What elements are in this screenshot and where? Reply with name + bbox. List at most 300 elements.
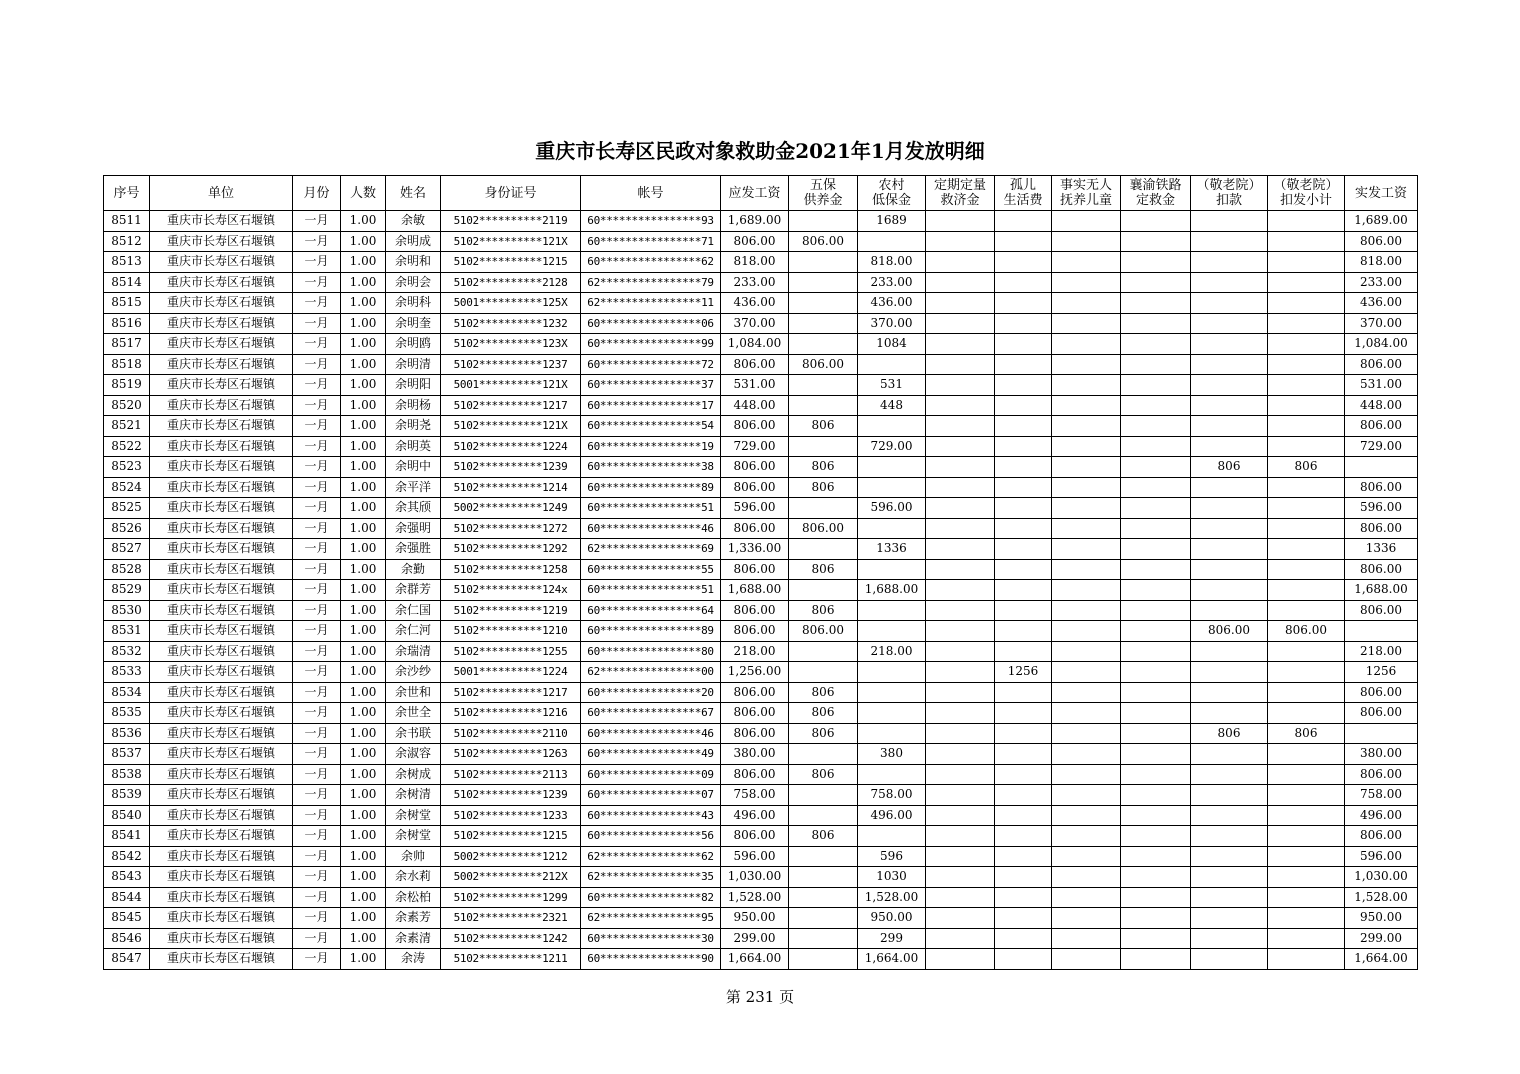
col-regular-relief-cell <box>926 211 995 232</box>
col-nursing-deduction-cell <box>1191 908 1268 929</box>
col-dibao-cell: 1,528.00 <box>858 887 926 908</box>
col-wubao-cell <box>789 375 858 396</box>
col-account-cell: 60****************54 <box>581 416 721 437</box>
col-dibao-cell: 233.00 <box>858 272 926 293</box>
col-dibao-cell <box>858 826 926 847</box>
col-wubao-cell <box>789 662 858 683</box>
col-month-cell: 一月 <box>293 518 341 539</box>
col-actual-pay-cell: 1,664.00 <box>1345 949 1418 970</box>
col-unsupported-child-cell <box>1052 334 1121 355</box>
col-payable-cell: 1,256.00 <box>721 662 789 683</box>
col-wubao-cell: 806.00 <box>789 231 858 252</box>
col-wubao-cell <box>789 805 858 826</box>
col-railway-relief-cell <box>1121 600 1191 621</box>
col-nursing-deduction-cell <box>1191 252 1268 273</box>
col-dibao-cell: 1689 <box>858 211 926 232</box>
col-nursing-deduction-cell <box>1191 477 1268 498</box>
col-orphan-cell <box>995 252 1052 273</box>
col-id-number-cell: 5102**********1233 <box>441 805 581 826</box>
table-row <box>104 334 1418 355</box>
col-nursing-deduction-cell: 806 <box>1191 723 1268 744</box>
col-serial-cell: 8527 <box>104 539 150 560</box>
col-count-cell: 1.00 <box>341 334 386 355</box>
col-serial-cell: 8544 <box>104 887 150 908</box>
col-month-cell: 一月 <box>293 416 341 437</box>
col-unsupported-child-cell <box>1052 354 1121 375</box>
col-account-cell: 62****************00 <box>581 662 721 683</box>
col-month-cell: 一月 <box>293 723 341 744</box>
col-actual-pay-cell: 531.00 <box>1345 375 1418 396</box>
col-unit-cell: 重庆市长寿区石堰镇 <box>150 272 293 293</box>
col-name-cell: 余世全 <box>386 703 441 724</box>
col-actual-pay-cell: 299.00 <box>1345 928 1418 949</box>
col-dibao-cell <box>858 457 926 478</box>
col-railway-relief-cell <box>1121 252 1191 273</box>
col-unsupported-child-cell <box>1052 211 1121 232</box>
col-nursing-subtotal-cell <box>1268 477 1345 498</box>
col-actual-pay-cell: 1,688.00 <box>1345 580 1418 601</box>
col-orphan-cell <box>995 375 1052 396</box>
col-regular-relief-cell <box>926 785 995 806</box>
col-regular-relief-cell <box>926 744 995 765</box>
col-id-number-cell: 5102**********1255 <box>441 641 581 662</box>
col-month-cell: 一月 <box>293 744 341 765</box>
col-account-cell: 60****************80 <box>581 641 721 662</box>
col-serial-cell: 8547 <box>104 949 150 970</box>
col-unit-cell: 重庆市长寿区石堰镇 <box>150 539 293 560</box>
col-account-cell: 60****************99 <box>581 334 721 355</box>
table-row <box>104 867 1418 888</box>
col-railway-relief-cell <box>1121 949 1191 970</box>
col-count-cell: 1.00 <box>341 826 386 847</box>
col-payable-cell: 806.00 <box>721 703 789 724</box>
col-id-number-cell: 5102**********1272 <box>441 518 581 539</box>
col-wubao-cell: 806.00 <box>789 354 858 375</box>
col-dibao-header: 农村 低保金 <box>858 176 926 211</box>
col-count-cell: 1.00 <box>341 600 386 621</box>
table-row <box>104 498 1418 519</box>
col-nursing-deduction-cell <box>1191 805 1268 826</box>
col-serial-cell: 8538 <box>104 764 150 785</box>
col-unsupported-child-cell <box>1052 313 1121 334</box>
table-row <box>104 518 1418 539</box>
col-actual-pay-cell: 1336 <box>1345 539 1418 560</box>
col-nursing-deduction-cell <box>1191 334 1268 355</box>
col-month-cell: 一月 <box>293 498 341 519</box>
col-railway-relief-header: 襄渝铁路 定救金 <box>1121 176 1191 211</box>
col-id-number-cell: 5102**********1258 <box>441 559 581 580</box>
col-nursing-subtotal-cell <box>1268 826 1345 847</box>
col-wubao-cell: 806 <box>789 477 858 498</box>
col-month-cell: 一月 <box>293 539 341 560</box>
table-row <box>104 477 1418 498</box>
col-railway-relief-cell <box>1121 846 1191 867</box>
col-payable-cell: 758.00 <box>721 785 789 806</box>
col-wubao-cell <box>789 928 858 949</box>
col-nursing-subtotal-cell: 806.00 <box>1268 621 1345 642</box>
col-unsupported-child-cell <box>1052 785 1121 806</box>
col-nursing-subtotal-cell <box>1268 600 1345 621</box>
col-railway-relief-cell <box>1121 498 1191 519</box>
col-actual-pay-cell: 1256 <box>1345 662 1418 683</box>
col-nursing-subtotal-cell <box>1268 641 1345 662</box>
col-payable-cell: 233.00 <box>721 272 789 293</box>
col-id-number-cell: 5102**********1239 <box>441 457 581 478</box>
col-count-cell: 1.00 <box>341 354 386 375</box>
table-row <box>104 662 1418 683</box>
col-wubao-cell: 806 <box>789 682 858 703</box>
col-railway-relief-cell <box>1121 867 1191 888</box>
col-orphan-cell <box>995 826 1052 847</box>
col-orphan-cell: 1256 <box>995 662 1052 683</box>
col-railway-relief-cell <box>1121 334 1191 355</box>
col-name-cell: 余世和 <box>386 682 441 703</box>
col-nursing-subtotal-cell <box>1268 764 1345 785</box>
col-unsupported-child-cell <box>1052 436 1121 457</box>
col-serial-cell: 8546 <box>104 928 150 949</box>
col-unsupported-child-cell <box>1052 272 1121 293</box>
col-wubao-cell: 806 <box>789 600 858 621</box>
col-orphan-header: 孤儿 生活费 <box>995 176 1052 211</box>
col-count-cell: 1.00 <box>341 723 386 744</box>
col-nursing-deduction-cell <box>1191 518 1268 539</box>
col-orphan-cell <box>995 313 1052 334</box>
col-count-cell: 1.00 <box>341 744 386 765</box>
col-unsupported-child-cell <box>1052 703 1121 724</box>
col-account-cell: 60****************51 <box>581 498 721 519</box>
col-orphan-cell <box>995 518 1052 539</box>
col-serial-cell: 8542 <box>104 846 150 867</box>
col-regular-relief-cell <box>926 887 995 908</box>
col-wubao-cell: 806 <box>789 764 858 785</box>
col-orphan-cell <box>995 600 1052 621</box>
col-unsupported-child-cell <box>1052 395 1121 416</box>
col-month-cell: 一月 <box>293 805 341 826</box>
page-title: 重庆市长寿区民政对象救助金2021年1月发放明细 <box>535 139 985 163</box>
col-railway-relief-cell <box>1121 621 1191 642</box>
col-dibao-cell: 448 <box>858 395 926 416</box>
col-regular-relief-cell <box>926 908 995 929</box>
col-orphan-cell <box>995 498 1052 519</box>
table-row <box>104 641 1418 662</box>
col-dibao-cell: 1,664.00 <box>858 949 926 970</box>
col-count-cell: 1.00 <box>341 559 386 580</box>
col-regular-relief-cell <box>926 703 995 724</box>
col-name-cell: 余其颀 <box>386 498 441 519</box>
col-dibao-cell: 299 <box>858 928 926 949</box>
col-month-cell: 一月 <box>293 313 341 334</box>
col-railway-relief-cell <box>1121 457 1191 478</box>
col-regular-relief-cell <box>926 580 995 601</box>
col-railway-relief-cell <box>1121 744 1191 765</box>
col-nursing-deduction-cell <box>1191 744 1268 765</box>
col-name-cell: 余明鸥 <box>386 334 441 355</box>
col-orphan-cell <box>995 293 1052 314</box>
col-id-number-cell: 5102**********1242 <box>441 928 581 949</box>
col-regular-relief-cell <box>926 621 995 642</box>
col-count-cell: 1.00 <box>341 641 386 662</box>
col-month-cell: 一月 <box>293 867 341 888</box>
col-count-cell: 1.00 <box>341 580 386 601</box>
col-nursing-deduction-cell <box>1191 600 1268 621</box>
col-actual-pay-cell: 729.00 <box>1345 436 1418 457</box>
col-actual-pay-cell: 596.00 <box>1345 846 1418 867</box>
col-month-cell: 一月 <box>293 580 341 601</box>
col-regular-relief-cell <box>926 518 995 539</box>
col-count-cell: 1.00 <box>341 231 386 252</box>
col-id-number-cell: 5102**********1224 <box>441 436 581 457</box>
page-number: 第 231 页 <box>725 988 795 1006</box>
col-payable-cell: 436.00 <box>721 293 789 314</box>
col-unit-cell: 重庆市长寿区石堰镇 <box>150 600 293 621</box>
col-actual-pay-cell: 436.00 <box>1345 293 1418 314</box>
col-unsupported-child-cell <box>1052 539 1121 560</box>
col-serial-cell: 8519 <box>104 375 150 396</box>
col-unit-cell: 重庆市长寿区石堰镇 <box>150 354 293 375</box>
col-name-cell: 余平洋 <box>386 477 441 498</box>
col-dibao-cell: 380 <box>858 744 926 765</box>
col-orphan-cell <box>995 867 1052 888</box>
col-name-cell: 余素芳 <box>386 908 441 929</box>
col-nursing-subtotal-cell <box>1268 559 1345 580</box>
col-unit-cell: 重庆市长寿区石堰镇 <box>150 826 293 847</box>
col-payable-cell: 806.00 <box>721 764 789 785</box>
col-wubao-cell <box>789 846 858 867</box>
col-serial-cell: 8534 <box>104 682 150 703</box>
col-count-cell: 1.00 <box>341 272 386 293</box>
col-serial-cell: 8516 <box>104 313 150 334</box>
col-unsupported-child-cell <box>1052 559 1121 580</box>
col-name-cell: 余树成 <box>386 764 441 785</box>
col-orphan-cell <box>995 231 1052 252</box>
col-regular-relief-cell <box>926 867 995 888</box>
col-dibao-cell <box>858 703 926 724</box>
col-orphan-cell <box>995 354 1052 375</box>
col-account-cell: 60****************38 <box>581 457 721 478</box>
col-unsupported-child-cell <box>1052 600 1121 621</box>
col-railway-relief-cell <box>1121 641 1191 662</box>
col-actual-pay-cell: 1,084.00 <box>1345 334 1418 355</box>
table-row <box>104 887 1418 908</box>
col-regular-relief-cell <box>926 723 995 744</box>
col-railway-relief-cell <box>1121 764 1191 785</box>
col-payable-cell: 806.00 <box>721 457 789 478</box>
col-actual-pay-cell: 370.00 <box>1345 313 1418 334</box>
col-nursing-deduction-cell <box>1191 928 1268 949</box>
table-header <box>104 176 1418 211</box>
col-unit-cell: 重庆市长寿区石堰镇 <box>150 313 293 334</box>
col-account-cell: 62****************79 <box>581 272 721 293</box>
col-id-number-cell: 5102**********1217 <box>441 682 581 703</box>
col-name-cell: 余明清 <box>386 354 441 375</box>
col-name-cell: 余树清 <box>386 785 441 806</box>
col-unit-cell: 重庆市长寿区石堰镇 <box>150 744 293 765</box>
col-month-cell: 一月 <box>293 662 341 683</box>
col-serial-cell: 8522 <box>104 436 150 457</box>
col-unit-cell: 重庆市长寿区石堰镇 <box>150 703 293 724</box>
col-account-cell: 60****************06 <box>581 313 721 334</box>
col-orphan-cell <box>995 908 1052 929</box>
col-count-cell: 1.00 <box>341 764 386 785</box>
col-regular-relief-cell <box>926 846 995 867</box>
col-railway-relief-cell <box>1121 231 1191 252</box>
col-actual-pay-cell: 806.00 <box>1345 826 1418 847</box>
col-unit-cell: 重庆市长寿区石堰镇 <box>150 785 293 806</box>
col-actual-pay-cell: 806.00 <box>1345 477 1418 498</box>
col-nursing-subtotal-cell <box>1268 662 1345 683</box>
col-id-number-cell: 5102**********1263 <box>441 744 581 765</box>
table-row <box>104 436 1418 457</box>
col-month-cell: 一月 <box>293 887 341 908</box>
col-unit-cell: 重庆市长寿区石堰镇 <box>150 252 293 273</box>
col-count-cell: 1.00 <box>341 662 386 683</box>
col-account-cell: 60****************46 <box>581 723 721 744</box>
col-nursing-subtotal-cell <box>1268 846 1345 867</box>
col-account-cell: 60****************67 <box>581 703 721 724</box>
col-railway-relief-cell <box>1121 928 1191 949</box>
col-actual-pay-cell: 806.00 <box>1345 764 1418 785</box>
col-month-cell: 一月 <box>293 703 341 724</box>
col-regular-relief-cell <box>926 272 995 293</box>
col-orphan-cell <box>995 703 1052 724</box>
col-serial-cell: 8513 <box>104 252 150 273</box>
col-month-cell: 一月 <box>293 559 341 580</box>
table-row <box>104 231 1418 252</box>
table-row <box>104 928 1418 949</box>
col-unsupported-child-cell <box>1052 867 1121 888</box>
col-nursing-deduction-cell <box>1191 231 1268 252</box>
col-regular-relief-cell <box>926 539 995 560</box>
col-payable-cell: 596.00 <box>721 846 789 867</box>
col-regular-relief-cell <box>926 457 995 478</box>
col-railway-relief-cell <box>1121 293 1191 314</box>
col-account-cell: 62****************62 <box>581 846 721 867</box>
col-account-cell: 60****************62 <box>581 252 721 273</box>
col-name-cell: 余群芳 <box>386 580 441 601</box>
col-count-cell: 1.00 <box>341 682 386 703</box>
col-nursing-deduction-cell <box>1191 436 1268 457</box>
col-dibao-cell: 531 <box>858 375 926 396</box>
col-wubao-cell: 806 <box>789 826 858 847</box>
col-unit-cell: 重庆市长寿区石堰镇 <box>150 949 293 970</box>
col-wubao-cell <box>789 293 858 314</box>
col-account-cell: 60****************46 <box>581 518 721 539</box>
col-month-cell: 一月 <box>293 928 341 949</box>
col-nursing-deduction-cell <box>1191 313 1268 334</box>
col-id-number-cell: 5102**********1215 <box>441 826 581 847</box>
col-serial-cell: 8540 <box>104 805 150 826</box>
col-actual-pay-cell: 950.00 <box>1345 908 1418 929</box>
col-name-cell: 余沙纱 <box>386 662 441 683</box>
col-wubao-header: 五保 供养金 <box>789 176 858 211</box>
col-wubao-cell <box>789 436 858 457</box>
col-id-number-cell: 5102**********1211 <box>441 949 581 970</box>
col-count-cell: 1.00 <box>341 436 386 457</box>
col-unit-cell: 重庆市长寿区石堰镇 <box>150 846 293 867</box>
col-nursing-subtotal-cell <box>1268 867 1345 888</box>
table-row <box>104 600 1418 621</box>
col-railway-relief-cell <box>1121 518 1191 539</box>
col-orphan-cell <box>995 682 1052 703</box>
table-row <box>104 744 1418 765</box>
col-serial-cell: 8517 <box>104 334 150 355</box>
col-railway-relief-cell <box>1121 703 1191 724</box>
col-dibao-cell: 436.00 <box>858 293 926 314</box>
col-count-cell: 1.00 <box>341 252 386 273</box>
col-unit-cell: 重庆市长寿区石堰镇 <box>150 867 293 888</box>
col-name-cell: 余明杨 <box>386 395 441 416</box>
col-id-number-cell: 5102**********1239 <box>441 785 581 806</box>
table-row <box>104 457 1418 478</box>
col-railway-relief-cell <box>1121 580 1191 601</box>
col-nursing-subtotal-cell <box>1268 395 1345 416</box>
col-serial-cell: 8512 <box>104 231 150 252</box>
col-wubao-cell <box>789 395 858 416</box>
col-regular-relief-cell <box>926 395 995 416</box>
col-unit-cell: 重庆市长寿区石堰镇 <box>150 682 293 703</box>
col-nursing-subtotal-cell <box>1268 354 1345 375</box>
col-railway-relief-cell <box>1121 395 1191 416</box>
col-dibao-cell: 1084 <box>858 334 926 355</box>
col-account-cell: 60****************55 <box>581 559 721 580</box>
col-actual-pay-cell: 233.00 <box>1345 272 1418 293</box>
col-month-cell: 一月 <box>293 641 341 662</box>
col-month-cell: 一月 <box>293 682 341 703</box>
col-serial-cell: 8533 <box>104 662 150 683</box>
col-payable-cell: 448.00 <box>721 395 789 416</box>
col-serial-cell: 8520 <box>104 395 150 416</box>
col-railway-relief-cell <box>1121 826 1191 847</box>
col-orphan-cell <box>995 539 1052 560</box>
col-unit-cell: 重庆市长寿区石堰镇 <box>150 908 293 929</box>
col-wubao-cell <box>789 211 858 232</box>
col-name-cell: 余仁国 <box>386 600 441 621</box>
col-nursing-subtotal-cell <box>1268 682 1345 703</box>
col-nursing-subtotal-cell <box>1268 580 1345 601</box>
table-row <box>104 559 1418 580</box>
col-actual-pay-cell: 596.00 <box>1345 498 1418 519</box>
col-actual-pay-cell: 806.00 <box>1345 416 1418 437</box>
col-railway-relief-cell <box>1121 662 1191 683</box>
col-account-cell: 60****************64 <box>581 600 721 621</box>
col-month-cell: 一月 <box>293 600 341 621</box>
col-railway-relief-cell <box>1121 723 1191 744</box>
col-actual-pay-cell: 806.00 <box>1345 354 1418 375</box>
col-nursing-subtotal-cell <box>1268 252 1345 273</box>
col-regular-relief-cell <box>926 826 995 847</box>
col-serial-cell: 8521 <box>104 416 150 437</box>
col-unit-cell: 重庆市长寿区石堰镇 <box>150 621 293 642</box>
table-row <box>104 682 1418 703</box>
col-name-cell: 余强胜 <box>386 539 441 560</box>
col-month-cell: 一月 <box>293 621 341 642</box>
col-orphan-cell <box>995 395 1052 416</box>
col-month-cell: 一月 <box>293 846 341 867</box>
col-serial-cell: 8543 <box>104 867 150 888</box>
col-wubao-cell <box>789 867 858 888</box>
col-payable-cell: 806.00 <box>721 723 789 744</box>
col-nursing-deduction-cell <box>1191 416 1268 437</box>
col-orphan-cell <box>995 621 1052 642</box>
col-unsupported-child-cell <box>1052 498 1121 519</box>
col-payable-cell: 380.00 <box>721 744 789 765</box>
table-row <box>104 539 1418 560</box>
col-nursing-subtotal-cell <box>1268 293 1345 314</box>
col-month-cell: 一月 <box>293 826 341 847</box>
col-nursing-subtotal-cell <box>1268 539 1345 560</box>
col-nursing-subtotal-cell <box>1268 805 1345 826</box>
col-regular-relief-header: 定期定量 救济金 <box>926 176 995 211</box>
